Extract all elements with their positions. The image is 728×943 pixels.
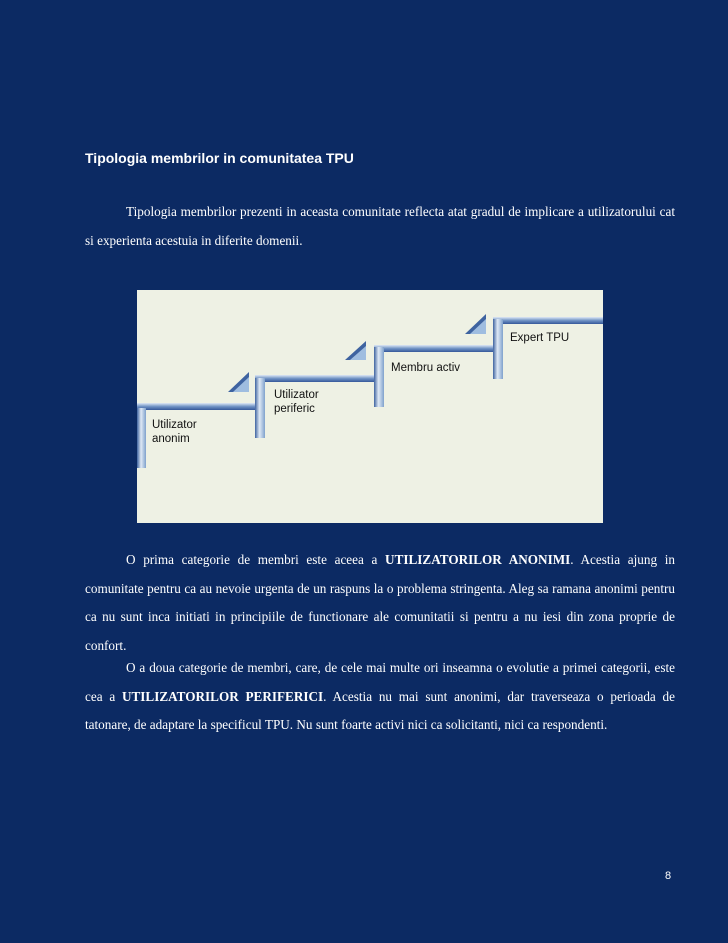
text-run: . Acestia nu mai sunt anonimi, dar traverseaza o perioada de tatonare, de adaptare la specificul TPU. Nu sunt foarte activi nici ca solicitanti, nici ca respondenti. [85,688,675,732]
anonymous-users-paragraph [85,546,675,660]
term-utilizatori-anonimi: UTILIZATORILOR ANONIMI [385,552,571,567]
step-label-membru-activ: Membru activ [391,362,461,374]
step-label-periferic: Utilizator periferic [274,389,319,415]
intro-paragraph: Tipologia membrilor prezenti in aceasta comunitate reflecta atat gradul de implicare a utilizatorului cat si experienta acestuia in diferite domenii. [85,204,675,248]
section-heading: Tipologia membrilor in comunitatea TPU [85,150,354,166]
page-number: 8 [665,870,672,882]
text-run: . Acestia ajung in comunitate pentru ca au nevoie urgenta de un raspuns la o problema stringenta. Aleg sa ramana anonimi pentru ca nu sunt inca initiati in principiile de functionare ale comunitatii si pentru a nu iesi din zona proprie de confort. [85,552,675,653]
step-4-expert-tpu [493,317,603,379]
stair-steps-graphic [137,290,603,523]
member-types-stair-diagram [137,290,603,523]
term-utilizatori-periferici: UTILIZATORILOR PERIFERICI [121,688,324,704]
peripheral-users-paragraph [85,654,675,740]
text-run: O prima categorie de membri este aceea a [126,552,386,567]
step-label-anonim: Utilizator anonim [152,419,197,445]
text-run: O a doua categorie de membri, care, de cele mai multe ori inseamna o evolutie a primei categorii, este cea a [85,660,675,704]
step-label-expert: Expert TPU [510,332,570,344]
